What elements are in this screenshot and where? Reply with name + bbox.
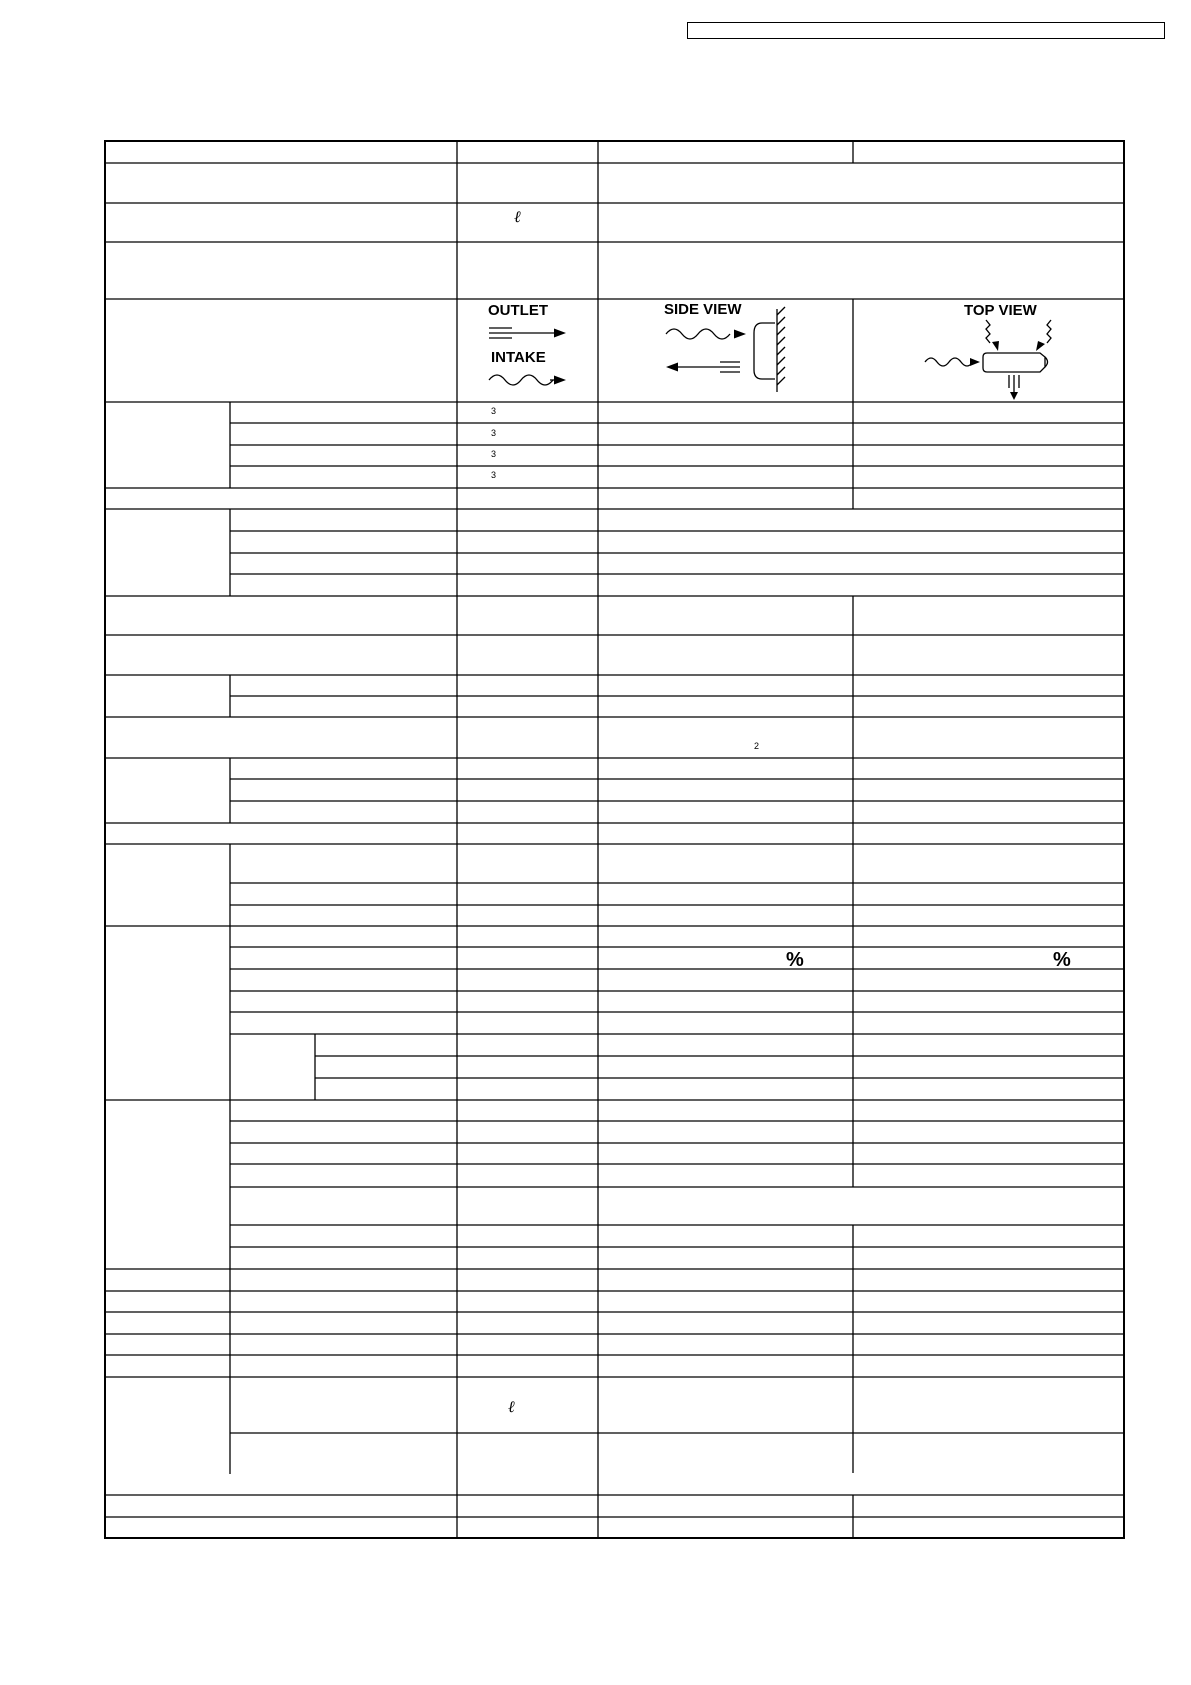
percent-mark: % xyxy=(786,949,804,971)
litre-symbol: ℓ xyxy=(508,1399,515,1416)
table-frame xyxy=(105,141,1124,1538)
row-rules-full xyxy=(105,163,1124,1517)
side-view-diagram xyxy=(664,301,785,392)
intake-label: INTAKE xyxy=(491,349,546,366)
top-view-diagram xyxy=(925,302,1051,400)
outlet-arrow-icon xyxy=(489,328,566,338)
row-rules-sub xyxy=(230,423,1124,1433)
sub-column-dividers xyxy=(230,402,315,1474)
unit-marks xyxy=(491,209,1071,1416)
cubic-exponent: 3 xyxy=(491,428,497,438)
cubic-exponent: 3 xyxy=(491,470,497,480)
side-view-airflow-icon xyxy=(666,307,785,392)
intake-wave-arrow-icon xyxy=(489,375,566,385)
cubic-exponent: 3 xyxy=(491,449,497,459)
airflow-legend xyxy=(488,302,566,385)
outlet-label: OUTLET xyxy=(488,302,548,319)
top-view-airflow-icon xyxy=(925,320,1051,400)
top-view-label: TOP VIEW xyxy=(964,302,1037,319)
litre-symbol: ℓ xyxy=(514,209,521,226)
percent-mark: % xyxy=(1053,949,1071,971)
cubic-exponent: 3 xyxy=(491,406,497,416)
square-exponent: 2 xyxy=(754,741,760,751)
side-view-label: SIDE VIEW xyxy=(664,301,742,318)
